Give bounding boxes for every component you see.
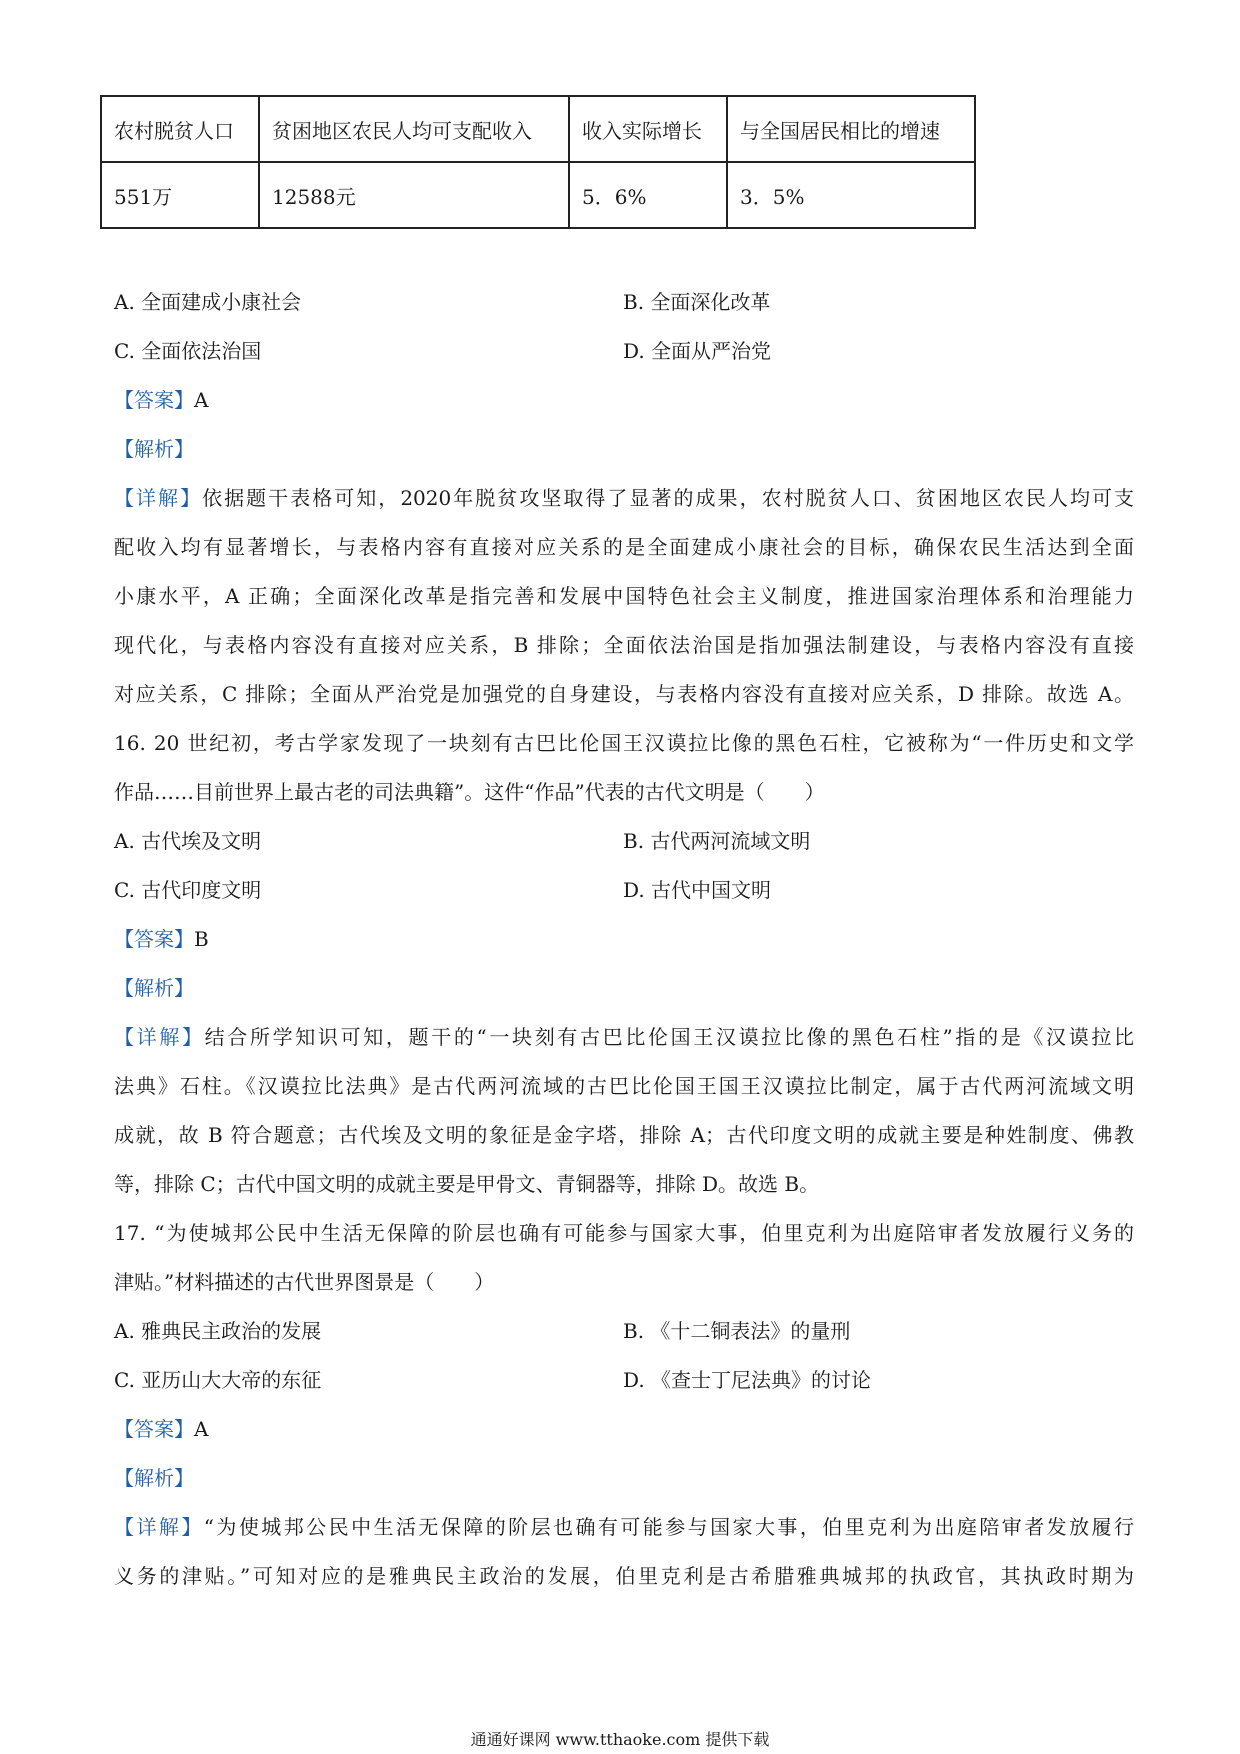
q17-option-d: D. 《查士丁尼法典》的讨论 bbox=[623, 1368, 872, 1392]
answer-tag: 【答案】 bbox=[114, 927, 194, 951]
q16-detail-line: 成就，故 B 符合题意；古代埃及文明的象征是金字塔，排除 A；古代印度文明的成就主要是种姓制度、佛教 bbox=[114, 1123, 1134, 1147]
q16-stem-line: 作品……目前世界上最古老的司法典籍”。这件“作品”代表的古代文明是（ ） bbox=[114, 780, 825, 804]
q15-option-a: A. 全面建成小康社会 bbox=[114, 290, 302, 314]
q15-analysis-tag bbox=[114, 435, 1134, 463]
detail-text: “为使城邦公民中生活无保障的阶层也确有可能参与国家大事，伯里克利为出庭陪审者发放履行 bbox=[203, 1515, 1134, 1539]
q15-detail-line: 配收入均有显著增长，与表格内容有直接对应关系的是全面建成小康社会的目标，确保农民生活达到全面 bbox=[114, 535, 1134, 559]
q17-stem-line: 17. “为使城邦公民中生活无保障的阶层也确有可能参与国家大事，伯里克利为出庭陪审者发放履行义务的 bbox=[114, 1221, 1134, 1245]
q16-detail-line: 等，排除 C；古代中国文明的成就主要是甲骨文、青铜器等，排除 D。故选 B。 bbox=[114, 1172, 820, 1196]
q15-detail-line: 对应关系，C 排除；全面从严治党是加强党的自身建设，与表格内容没有直接对应关系，D 排除。故选 A。 bbox=[114, 682, 1134, 706]
q16-option-b: B. 古代两河流域文明 bbox=[623, 829, 811, 853]
q15-detail-line: 小康水平，A 正确；全面深化改革是指完善和发展中国特色社会主义制度，推进国家治理体系和治理能力 bbox=[114, 584, 1134, 608]
answer-value: A bbox=[194, 1417, 209, 1441]
q15-option-d: D. 全面从严治党 bbox=[623, 339, 772, 363]
q15-detail-line: 现代化，与表格内容没有直接对应关系，B 排除；全面依法治国是指加强法制建设，与表格内容没有直接 bbox=[114, 633, 1134, 657]
analysis-tag: 【解析】 bbox=[114, 1466, 194, 1490]
q16-stem-line: 16. 20 世纪初，考古学家发现了一块刻有古巴比伦国王汉谟拉比像的黑色石柱，它被称为“一件历史和文学 bbox=[114, 731, 1134, 755]
table-cell: 3．5% bbox=[727, 162, 975, 228]
q15-detail-line bbox=[114, 484, 1134, 512]
q16-option-a: A. 古代埃及文明 bbox=[114, 829, 262, 853]
q16-analysis-tag bbox=[114, 974, 1134, 1002]
q16-detail-line bbox=[114, 1023, 1134, 1051]
table-header-cell: 与全国居民相比的增速 bbox=[727, 96, 975, 162]
q17-stem-line: 津贴。”材料描述的古代世界图景是（ ） bbox=[114, 1270, 495, 1294]
page-footer: 通通好课网 www.tthaoke.com 提供下载 bbox=[470, 1730, 770, 1749]
answer-tag: 【答案】 bbox=[114, 388, 194, 412]
q17-analysis-tag bbox=[114, 1464, 1134, 1492]
analysis-tag: 【解析】 bbox=[114, 437, 194, 461]
detail-tag: 【详解】 bbox=[114, 1515, 204, 1539]
q15-option-b: B. 全面深化改革 bbox=[623, 290, 771, 314]
answer-tag: 【答案】 bbox=[114, 1417, 194, 1441]
detail-tag: 【详解】 bbox=[114, 486, 203, 510]
q16-option-d: D. 古代中国文明 bbox=[623, 878, 772, 902]
q16-answer bbox=[114, 925, 1134, 953]
q16-option-c: C. 古代印度文明 bbox=[114, 878, 262, 902]
table-header-cell: 农村脱贫人口 bbox=[101, 96, 259, 162]
analysis-tag: 【解析】 bbox=[114, 976, 194, 1000]
q16-detail-line: 法典》石柱。《汉谟拉比法典》是古代两河流域的古巴比伦国王国王汉谟拉比制定，属于古代两河流域文明 bbox=[114, 1074, 1134, 1098]
q17-detail-line: 义务的津贴。”可知对应的是雅典民主政治的发展，伯里克利是古希腊雅典城邦的执政官，其执政时期为 bbox=[114, 1564, 1134, 1588]
table-header-cell: 贫困地区农民人均可支配收入 bbox=[259, 96, 569, 162]
q17-option-c: C. 亚历山大大帝的东征 bbox=[114, 1368, 322, 1392]
table-cell: 5．6% bbox=[569, 162, 727, 228]
q17-answer bbox=[114, 1415, 1134, 1443]
q15-option-c: C. 全面依法治国 bbox=[114, 339, 262, 363]
q17-detail-line bbox=[114, 1513, 1134, 1541]
answer-value: B bbox=[194, 927, 209, 951]
table-header-row bbox=[101, 96, 975, 162]
detail-text: 结合所学知识可知，题干的“一块刻有古巴比伦国王汉谟拉比像的黑色石柱”指的是《汉谟拉比 bbox=[204, 1025, 1135, 1049]
q17-option-b: B. 《十二铜表法》的量刑 bbox=[623, 1319, 851, 1343]
answer-value: A bbox=[194, 388, 209, 412]
q15-answer bbox=[114, 386, 1134, 414]
poverty-stats-table bbox=[100, 95, 976, 229]
q17-option-a: A. 雅典民主政治的发展 bbox=[114, 1319, 322, 1343]
table-row bbox=[101, 162, 975, 228]
table-cell: 12588元 bbox=[259, 162, 569, 228]
detail-tag: 【详解】 bbox=[114, 1025, 205, 1049]
table-cell: 551万 bbox=[101, 162, 259, 228]
table-header-cell: 收入实际增长 bbox=[569, 96, 727, 162]
detail-text: 依据题干表格可知，2020年脱贫攻坚取得了显著的成果，农村脱贫人口、贫困地区农民人均可支 bbox=[202, 486, 1135, 510]
